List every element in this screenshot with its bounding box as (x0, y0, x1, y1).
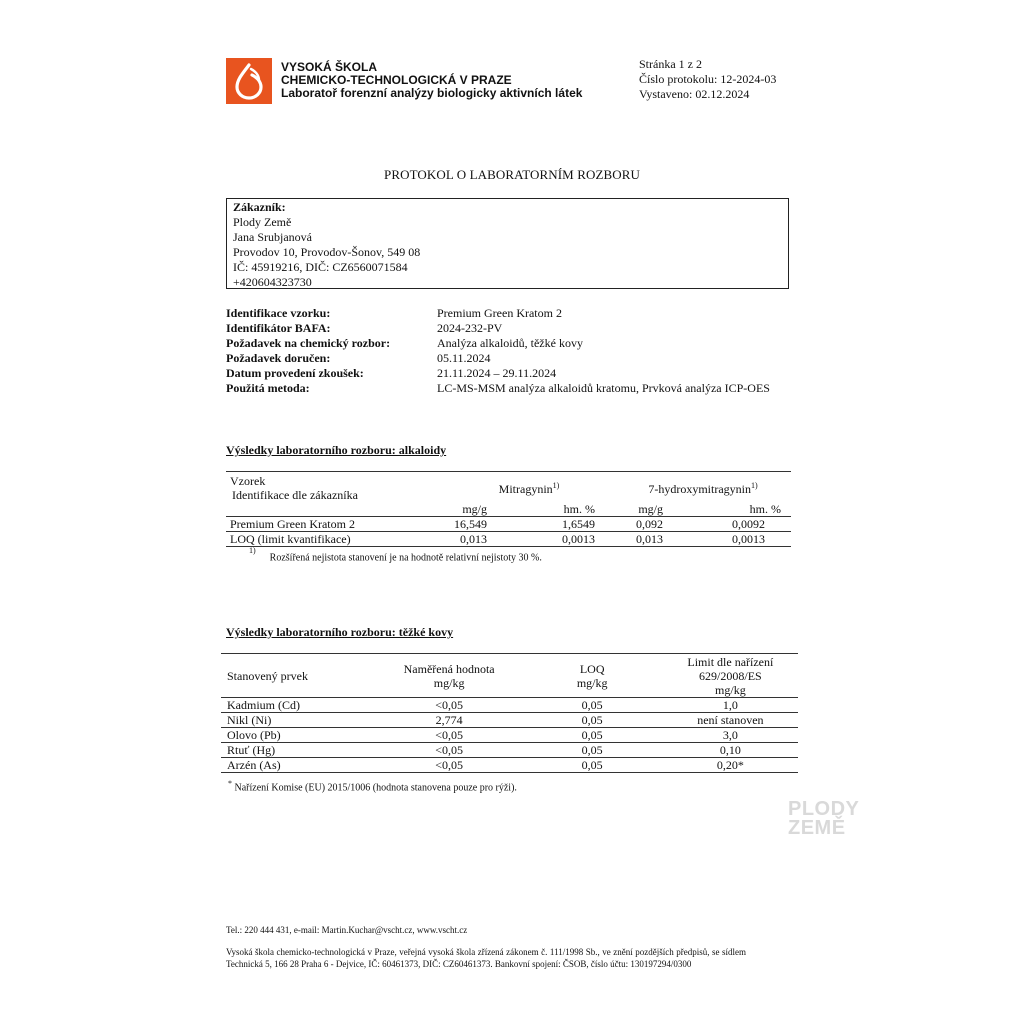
sample-key: Požadavek doručen: (226, 351, 331, 365)
alkaloids-heading: Výsledky laboratorního rozboru: alkaloidy (226, 443, 447, 457)
loq: 0,05 (581, 698, 603, 712)
hyd-pct: 0,0092 (732, 517, 765, 531)
col-sample-line2: Identifikace dle zákazníka (232, 488, 358, 502)
measured: <0,05 (435, 743, 464, 757)
sample-key: Požadavek na chemický rozbor: (226, 336, 391, 350)
limit: 0,10 (719, 743, 741, 757)
unit-empty (226, 502, 423, 517)
limit: 1,0 (722, 698, 738, 712)
col-limit-line2: 629/2008/ES (699, 669, 762, 683)
col-mitragynin-label: Mitragynin (498, 481, 553, 496)
table-row (221, 698, 798, 713)
col-measured (377, 654, 522, 698)
sample-row (226, 321, 786, 336)
hyd-mgg: 0,092 (636, 517, 663, 531)
sample-key: Identifikace vzorku: (226, 306, 331, 320)
sample-key: Identifikátor BAFA: (226, 321, 331, 335)
sample-row (226, 351, 786, 366)
col-sample (226, 472, 423, 503)
limit: 0,20* (716, 758, 744, 772)
sup-mark: 1) (750, 480, 758, 490)
footnote-mark: * (228, 779, 232, 788)
vscht-flask-icon (226, 58, 272, 104)
unit-pct: hm. % (749, 502, 781, 516)
document-title: PROTOKOL O LABORATORNÍM ROZBORU (383, 167, 641, 182)
col-measured-line2: mg/kg (433, 675, 465, 690)
customer-name: Plody Země (233, 215, 292, 229)
unit-pct: hm. % (563, 502, 595, 516)
col-mitragynin (423, 472, 599, 503)
metals-heading: Výsledky laboratorního rozboru: těžké kovy (226, 625, 454, 639)
school-line-2: CHEMICKO-TECHNOLOGICKÁ V PRAZE (281, 73, 512, 87)
limit: 3,0 (722, 728, 738, 742)
table-row (221, 758, 798, 773)
col-loq-line2: mg/kg (576, 675, 608, 690)
hyd-pct: 0,0013 (732, 532, 765, 546)
sample-row (226, 336, 786, 351)
customer-contact: Jana Srubjanová (233, 230, 312, 244)
col-limit (663, 654, 798, 698)
loq: 0,05 (581, 728, 603, 742)
sample-key: Datum provedení zkoušek: (226, 366, 364, 380)
col-limit-line3: mg/kg (715, 683, 746, 697)
table-row (221, 728, 798, 743)
measured: <0,05 (435, 728, 464, 742)
measured: 2,774 (435, 713, 463, 727)
col-sample-line1: Vzorek (230, 474, 266, 488)
footer-legal: Vysoká škola chemicko-technologická v Praze, veřejná vysoká škola zřízená zákonem č. 111/1998 Sb., ve znění pozdějších předpisů, se sídlem Technická 5, 166 28 Praha 6 - Dejvice, IČ: 60461373, DIČ: CZ60461373. Bankovní spojení: ČSOB, číslo účtu: 130197294/0300 (226, 947, 746, 969)
loq: 0,05 (581, 743, 603, 757)
sample-identification (226, 306, 786, 396)
measured: <0,05 (435, 698, 464, 712)
sample-row (226, 381, 786, 396)
measured: <0,05 (435, 758, 464, 772)
element: Rtuť (Hg) (227, 743, 276, 757)
watermark-line1: PLODY (788, 798, 860, 820)
loq: 0,05 (581, 758, 603, 772)
protocol-meta (639, 57, 776, 102)
mit-mgg: 0,013 (460, 532, 487, 546)
sample-value: 21.11.2024 – 29.11.2024 (437, 366, 557, 380)
alkaloids-footnote (249, 546, 542, 564)
footnote-text: Nařízení Komise (EU) 2015/1006 (hodnota stanovena pouze pro rýži). (234, 782, 517, 794)
sample-row (226, 366, 786, 381)
element: Arzén (As) (227, 758, 281, 772)
school-name (281, 61, 582, 100)
col-loq-line1: LOQ (579, 661, 605, 676)
sample-key: Použitá metoda: (226, 381, 310, 395)
table-row (221, 743, 798, 758)
loq: 0,05 (581, 713, 603, 727)
col-measured-line1: Naměřená hodnota (403, 661, 495, 676)
mit-mgg: 16,549 (454, 517, 487, 531)
footnote-text: Rozšířená nejistota stanovení je na hodnotě relativní nejistoty 30 %. (269, 552, 542, 564)
customer-ids: IČ: 45919216, DIČ: CZ6560071584 (233, 260, 408, 274)
footer-contact: Tel.: 220 444 431, e-mail: Martin.Kuchar@vscht.cz, www.vscht.cz (226, 925, 468, 935)
page-number: Stránka 1 z 2 (639, 57, 702, 71)
customer-phone: +420604323730 (233, 275, 312, 289)
unit-mgg: mg/g (462, 502, 487, 516)
mit-pct: 1,6549 (562, 517, 595, 531)
table-row (221, 713, 798, 728)
customer-address: Provodov 10, Provodov-Šonov, 549 08 (233, 245, 421, 259)
customer-label: Zákazník: (233, 200, 286, 214)
col-hydroxy (599, 472, 791, 503)
col-limit-line1: Limit dle nařízení (687, 655, 774, 669)
issued-date: Vystaveno: 02.12.2024 (639, 87, 750, 101)
customer-box (226, 198, 789, 289)
sample-value: LC-MS-MSM analýza alkaloidů kratomu, Prvková analýza ICP-OES (437, 381, 770, 395)
sample-row (226, 306, 786, 321)
sup-mark: 1) (552, 480, 560, 490)
col-hydroxy-label: 7-hydroxymitragynin (648, 481, 751, 496)
row-name: LOQ (limit kvantifikace) (230, 532, 351, 546)
vscht-logo (226, 58, 272, 104)
metals-table (221, 653, 798, 773)
element: Olovo (Pb) (227, 728, 281, 742)
sample-value: Analýza alkaloidů, těžké kovy (437, 336, 583, 350)
school-line-3: Laboratoř forenzní analýzy biologicky aktivních látek (281, 86, 583, 100)
footnote-mark: 1) (249, 546, 256, 555)
alkaloids-table (226, 471, 791, 547)
sample-value: 05.11.2024 (437, 351, 491, 365)
table-row (226, 517, 791, 532)
limit: není stanoven (697, 713, 764, 727)
protocol-number: Číslo protokolu: 12-2024-03 (639, 72, 777, 86)
sample-value: 2024-232-PV (437, 321, 503, 335)
element: Nikl (Ni) (227, 713, 272, 727)
hyd-mgg: 0,013 (636, 532, 663, 546)
sample-value: Premium Green Kratom 2 (437, 306, 562, 320)
metals-footnote (228, 779, 517, 793)
unit-mgg: mg/g (638, 502, 663, 516)
watermark-line2: ZEMĚ (788, 817, 846, 839)
mit-pct: 0,0013 (562, 532, 595, 546)
element: Kadmium (Cd) (227, 698, 300, 712)
col-loq (522, 654, 663, 698)
school-line-1: VYSOKÁ ŠKOLA (281, 60, 378, 74)
plody-zeme-watermark (788, 800, 859, 838)
col-element: Stanovený prvek (227, 668, 308, 683)
row-name: Premium Green Kratom 2 (230, 517, 355, 531)
table-row (226, 532, 791, 547)
